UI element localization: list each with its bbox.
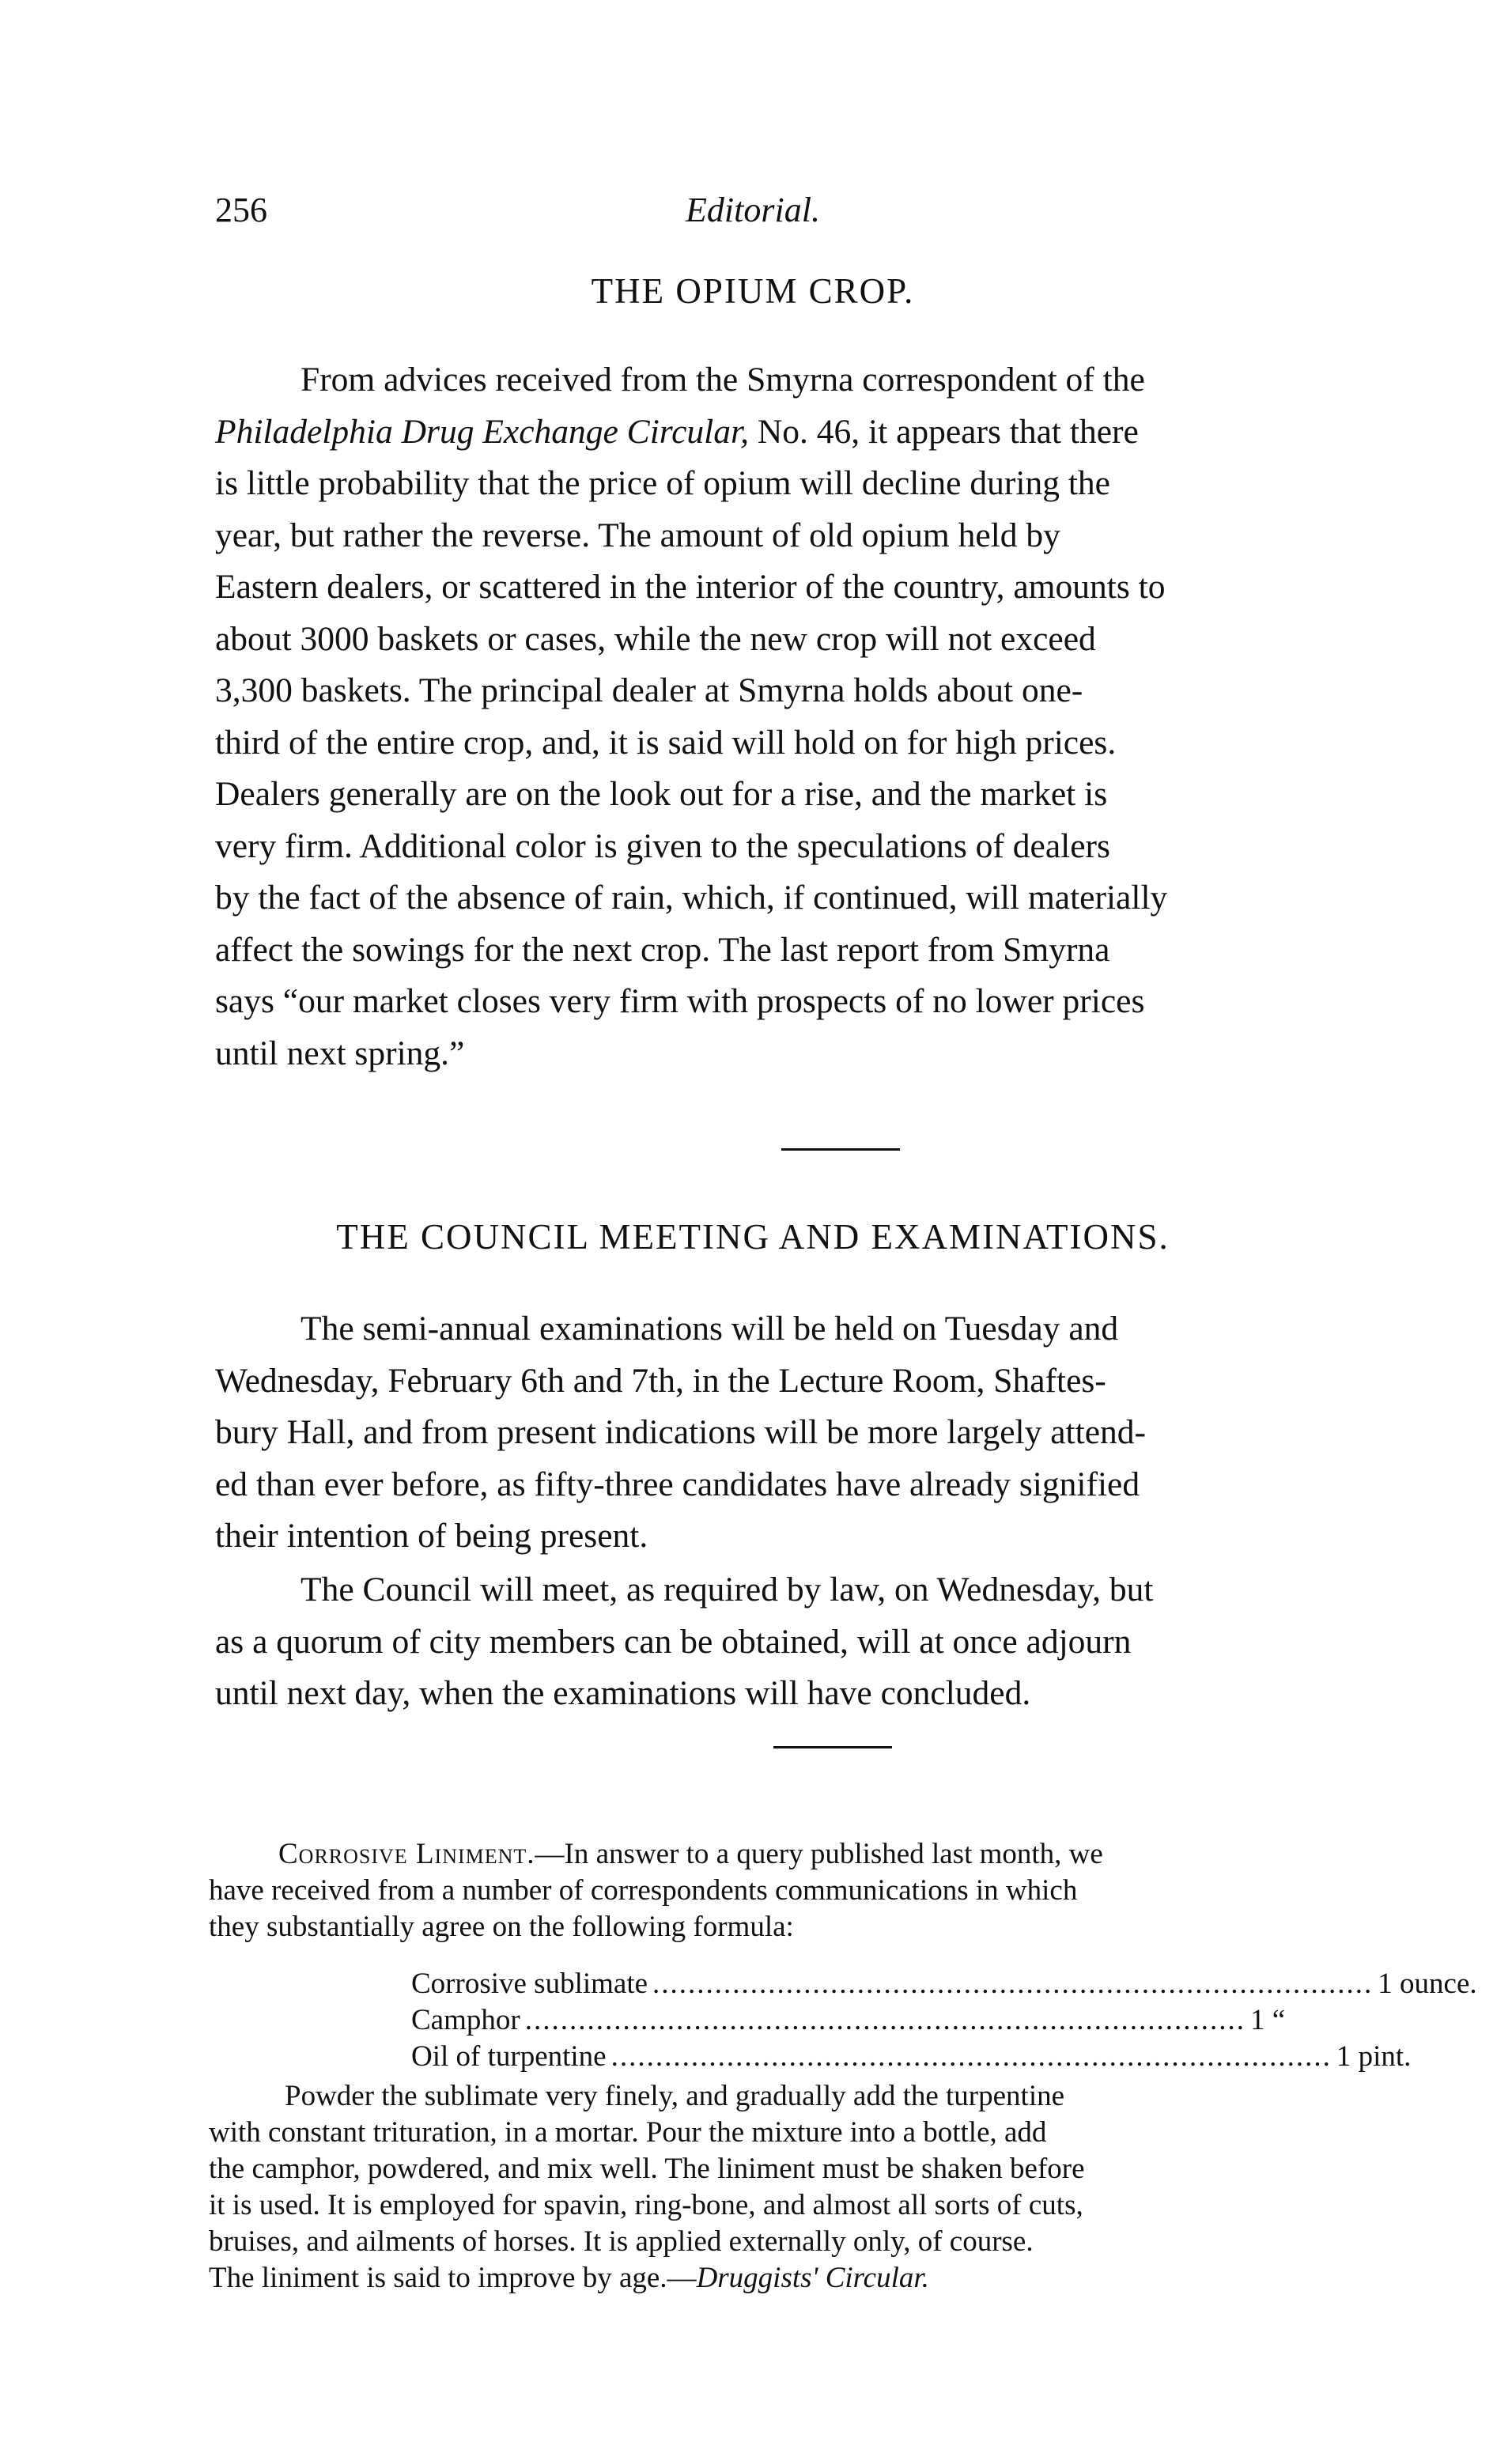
leader-dots: ................................................................................. xyxy=(652,1968,1374,2000)
council-heading: THE COUNCIL MEETING AND EXAMINATIONS. xyxy=(336,1217,1170,1257)
publication-title: Philadelphia Drug Exchange Circular, xyxy=(215,412,749,451)
formula-quantity: 1 pint. xyxy=(1336,2040,1412,2073)
paragraph-line: with constant trituration, in a mortar. Pour the mixture into a bottle, add xyxy=(209,2116,1047,2149)
paragraph-line: says “our market closes very firm with prospects of no lower prices xyxy=(215,982,1145,1020)
paragraph-line: have received from a number of correspondents communications in which xyxy=(209,1874,1078,1907)
leader-dots: ................................................................................. xyxy=(610,2040,1332,2073)
formula-ingredient: Oil of turpentine xyxy=(411,2040,607,2073)
paragraph-line: The semi-annual examinations will be held on Tuesday and xyxy=(301,1310,1119,1348)
paragraph-line: their intention of being present. xyxy=(215,1517,648,1555)
formula-row xyxy=(411,1966,1477,2002)
source-citation: Druggists' Circular. xyxy=(696,2262,929,2294)
paragraph-line: about 3000 baskets or cases, while the new crop will not exceed xyxy=(215,619,1096,658)
page-number: 256 xyxy=(215,191,267,229)
paragraph-line: it is used. It is employed for spavin, ring-bone, and almost all sorts of cuts, xyxy=(209,2189,1083,2221)
liniment-instructions xyxy=(209,2078,1490,2297)
paragraph-line xyxy=(209,1836,1490,1873)
paragraph-line-text: The liniment is said to improve by age.— xyxy=(209,2262,697,2294)
formula-row xyxy=(411,2002,1360,2039)
formula-row xyxy=(411,2039,1412,2075)
formula-table xyxy=(411,1966,1477,2075)
paragraph-line: third of the entire crop, and, it is said will hold on for high prices. xyxy=(215,723,1117,762)
paragraph-line-rest: No. 46, it appears that there xyxy=(748,412,1139,451)
formula-quantity: 1 “ xyxy=(1249,2004,1286,2036)
section-divider xyxy=(781,1148,900,1151)
running-head xyxy=(215,190,1291,245)
liniment-title: Corrosive Liniment. xyxy=(278,1838,535,1870)
formula-ingredient: Camphor xyxy=(411,2004,520,2036)
paragraph-line: until next spring.” xyxy=(215,1034,465,1072)
opium-heading: THE OPIUM CROP. xyxy=(591,271,915,311)
paragraph-line: Dealers generally are on the look out for a rise, and the market is xyxy=(215,775,1108,813)
paragraph-line-rest: —In answer to a query published last month, we xyxy=(535,1838,1103,1870)
paragraph-line: 3,300 baskets. The principal dealer at Smyrna holds about one- xyxy=(215,671,1083,709)
paragraph-line: bury Hall, and from present indications will be more largely attend- xyxy=(215,1413,1146,1451)
paragraph-line: until next day, when the examinations will have concluded. xyxy=(215,1674,1031,1712)
paragraph-line xyxy=(209,2260,1490,2297)
council-paragraph-2 xyxy=(215,1564,1480,1720)
paragraph-line: the camphor, powdered, and mix well. The liniment must be shaken before xyxy=(209,2153,1085,2185)
paragraph-line xyxy=(215,406,1480,459)
paragraph-line: Wednesday, February 6th and 7th, in the Lecture Room, Shaftes- xyxy=(215,1361,1106,1400)
paragraph-line: bruises, and ailments of horses. It is applied externally only, of course. xyxy=(209,2225,1034,2258)
section-divider xyxy=(773,1746,892,1748)
paragraph-line: Powder the sublimate very finely, and gradually add the turpentine xyxy=(285,2080,1065,2112)
paragraph-line: by the fact of the absence of rain, which, if continued, will materially xyxy=(215,879,1168,917)
paragraph-line: affect the sowings for the next crop. The last report from Smyrna xyxy=(215,930,1110,969)
leader-dots: ................................................................................. xyxy=(524,2004,1246,2036)
formula-ingredient: Corrosive sublimate xyxy=(411,1968,648,2000)
paragraph-line: ed than ever before, as fifty-three candidates have already signified xyxy=(215,1465,1140,1503)
formula-quantity: 1 ounce. xyxy=(1378,1968,1477,2000)
paragraph-line: as a quorum of city members can be obtained, will at once adjourn xyxy=(215,1622,1132,1661)
paragraph-line: The Council will meet, as required by law, on Wednesday, but xyxy=(301,1571,1154,1609)
council-paragraph-1 xyxy=(215,1303,1480,1563)
paragraph-line: very firm. Additional color is given to the speculations of dealers xyxy=(215,826,1110,865)
paragraph-line: they substantially agree on the following formula: xyxy=(209,1911,794,1943)
paragraph-line: Eastern dealers, or scattered in the interior of the country, amounts to xyxy=(215,568,1166,606)
paragraph-line: is little probability that the price of opium will decline during the xyxy=(215,464,1110,502)
paragraph-line: From advices received from the Smyrna correspondent of the xyxy=(301,361,1145,399)
liniment-intro xyxy=(209,1836,1490,1945)
running-title: Editorial. xyxy=(686,191,820,229)
opium-paragraph xyxy=(215,354,1480,1079)
paragraph-line: year, but rather the reverse. The amount of old opium held by xyxy=(215,516,1060,554)
